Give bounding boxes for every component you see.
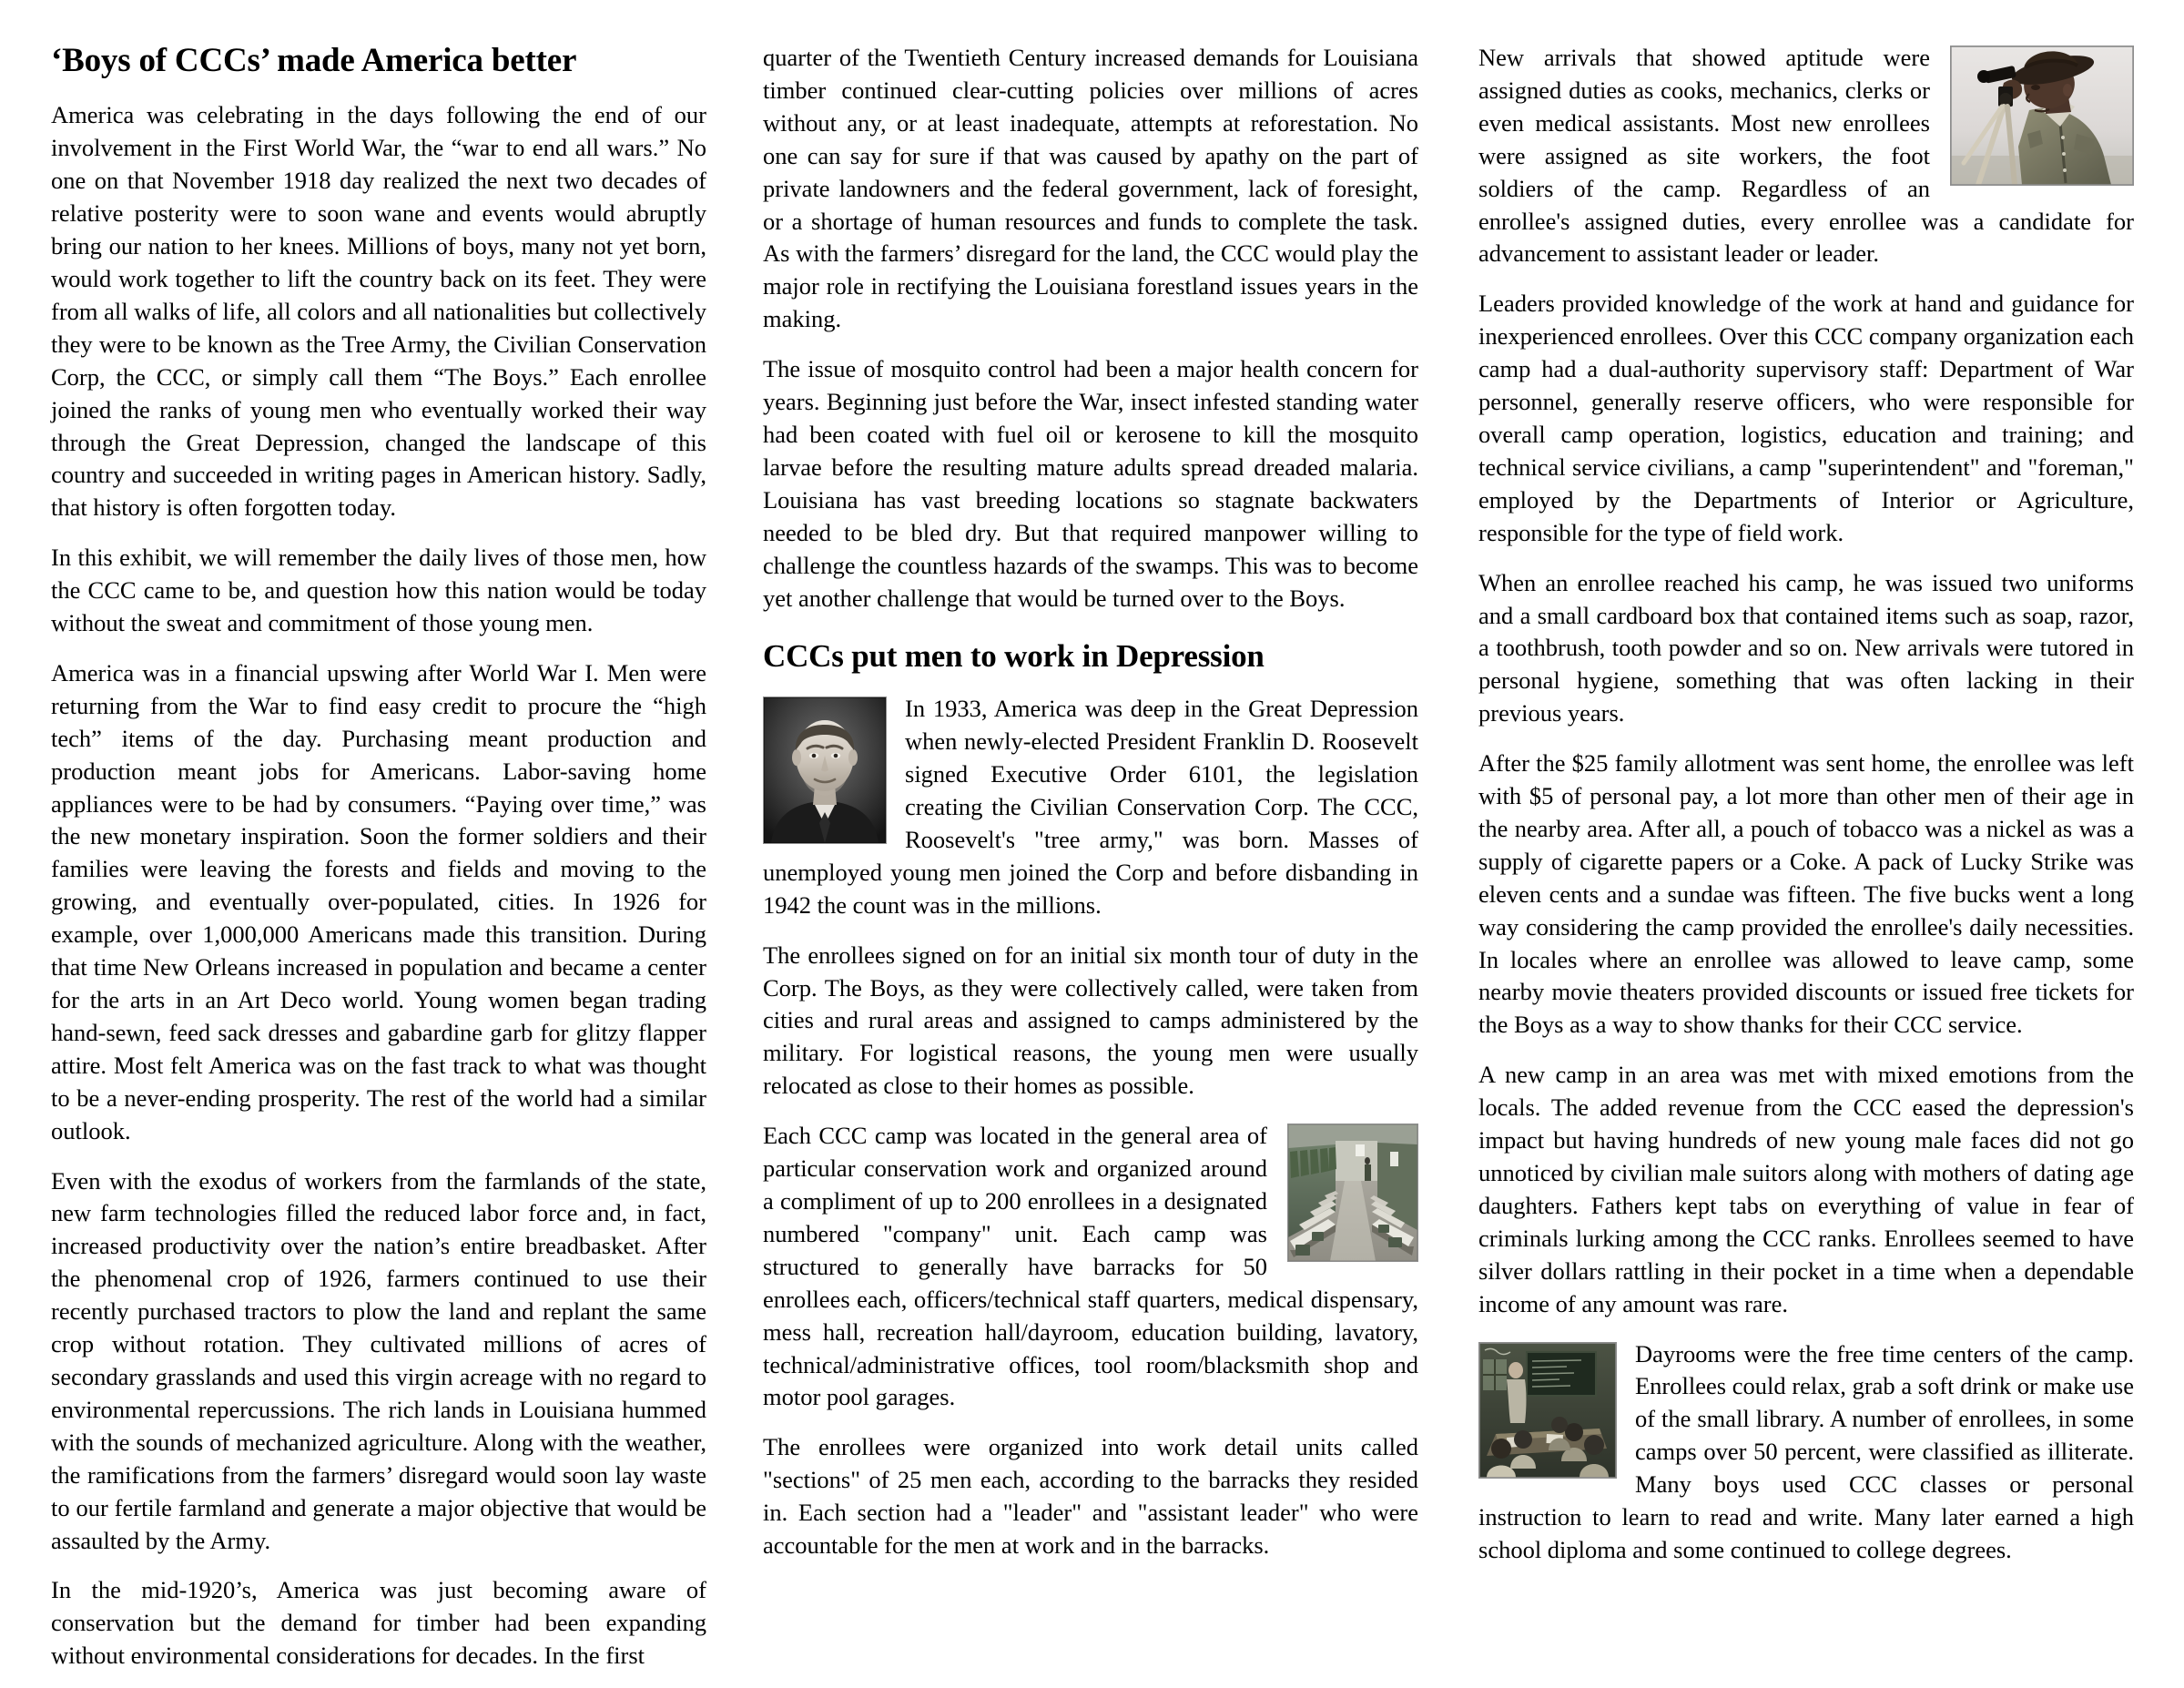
paragraph: After the $25 family allotment was sent home, the enrollee was left with $5 of personal pay, a lot more than other men of their age in the nearby area. After all, a pouch of tobacco was a nickel as was a supply of cigarette papers or a Coke. A pack of Lucky Strike was eleven cents and a sundae was fifteen. The five bucks went a long way considering the camp provided the enrollee's daily necessities. In locales where an enrollee was allowed to leave camp, some nearby movie theaters provided discounts or issued free tickets for the Boys as a way to show thanks for their CCC service. bbox=[1478, 749, 2134, 1039]
paragraph: In 1933, America was deep in the Great Depression when newly-elected President Franklin D. Roosevelt signed Executive Order 6101, the legislation creating the Civilian Conservation Corp. The CCC, Roosevelt's "tree army," was born. Masses of unemployed young men joined the Corp and before disbanding in 1942 the count was in the millions. bbox=[763, 695, 1418, 919]
paragraph: The enrollees signed on for an initial six month tour of duty in the Corp. The Boys, as they were collectively called, were taken from cities and rural areas and assigned to camps administered by the military. For logistical reasons, the young men were usually relocated as close to their homes as possible. bbox=[763, 941, 1418, 1100]
paragraph: The enrollees were organized into work detail units called "sections" of 25 men each, according to the barracks they resided in. Each section had a "leader" and "assistant leader" who were accountable for the men at work and in the barracks. bbox=[763, 1433, 1418, 1560]
paragraph: America was celebrating in the days following the end of our involvement in the First World War, the “war to end all wars.” No one on that November 1918 day realized the next two decades of relative posterity were to soon wane and events would abruptly bring our nation to her knees. Millions of boys, many not yet born, would work together to lift the country back on its feet. They were from all walks of life, all colors and all nationalities but collectively they were to be known as the Tree Army, the Civilian Conservation Corp, the CCC, or simply call them “The Boys.” Each enrollee joined the ranks of young men who eventually worked their way through the Great Depression, changed the landscape of this country and succeeded in writing pages in American history. Sadly, that history is often forgotten today. bbox=[51, 101, 706, 522]
ccc-dayroom-classroom-photo bbox=[1478, 1342, 1617, 1479]
section-heading-ccc-depression: CCCs put men to work in Depression bbox=[763, 638, 1265, 675]
paragraph: In this exhibit, we will remember the daily lives of those men, how the CCC came to be, and question how this nation would be today without the sweat and commitment of those young men. bbox=[51, 544, 706, 637]
page-title: ‘Boys of CCCs’ made America better bbox=[51, 42, 577, 79]
ccc-barracks-interior-photo bbox=[1287, 1124, 1418, 1262]
column-three bbox=[1478, 42, 2134, 1584]
ccc-enrollee-surveyor-photo bbox=[1950, 46, 2134, 186]
paragraph: Even with the exodus of workers from the farmlands of the state, new farm technologies filled the reduced labor force and, in fact, increased productivity over the nation’s entire breadbasket. After the phenomenal crop of 1926, farmers continued to use their recently purchased tractors to plow the land and replant the same crop without rotation. They cultivated millions of acres of secondary grasslands and used this virgin acreage with no regard to environmental repercussions. The rich lands in Louisiana hummed with the sounds of mechanized agriculture. Along with the weather, the ramifications from the farmers’ disregard would soon lay waste to our fertile farmland and generate a major objective that would be assaulted by the Army. bbox=[51, 1166, 706, 1554]
paragraph: The issue of mosquito control had been a major health concern for years. Beginning just before the War, insect infested standing water had been coated with fuel oil or kerosene to kill the mosquito larvae before the resulting mature adults spread dreaded malaria. Louisiana has vast breeding locations so stagnate backwaters needed to be bled dry. But that required manpower willing to challenge the countless hazards of the swamps. This was to become yet another challenge that would be turned over to the Boys. bbox=[763, 355, 1418, 612]
paragraph: Dayrooms were the free time centers of the camp. Enrollees could relax, grab a soft drink or make use of the small library. A number of enrollees, in some camps over 50 percent, were classified as illiterate. Many boys used CCC classes or personal instruction to learn to read and write. Many later earned a high school diploma and some continued to college degrees. bbox=[1478, 1339, 2134, 1563]
paragraph: New arrivals that showed aptitude were assigned duties as cooks, mechanics, clerks or even medical assistants. Most new enrollees were assigned as site workers, the foot soldiers of the camp. Regardless of an enrollee's assigned duties, every enrollee was a candidate for advancement to assistant leader or leader. bbox=[1478, 44, 2134, 268]
paragraph: America was in a financial upswing after World War I. Men were returning from the War to find easy credit to procure the “high tech” items of the day. Purchasing meant production and production meant jobs for Americans. Labor-saving home appliances were to be had by consumers. “Paying over time,” was the new monetary inspiration. Soon the former soldiers and their families were leaving the forests and fields and moving to the growing, and eventually over-populated, cities. In 1926 for example, over 1,000,000 Americans made this transition. During that time New Orleans increased in population and became a center for the arts in an Art Deco world. Young women began trading hand-sewn, feed sack dresses and gabardine garb for glitzy flapper attire. Most felt America was on the fast track to what was thought to be a never-ending prosperity. The rest of the world had a similar outlook. bbox=[51, 658, 706, 1144]
column-one bbox=[51, 42, 706, 1673]
paragraph: Each CCC camp was located in the general area of particular conservation work and organized around a compliment of up to 200 enrollees in a designated numbered "company" unit. Each camp was structured to generally have barracks for 50 enrollees each, officers/technical staff quarters, medical dispensary, mess hall, recreation hall/dayroom, education building, lavatory, technical/administrative offices, tool room/blacksmith shop and motor pool garages. bbox=[763, 1122, 1418, 1411]
paragraph: quarter of the Twentieth Century increased demands for Louisiana timber continued clear-cutting policies over millions of acres without any, or at least inadequate, attempts at reforestation. No one can say for sure if that was caused by apathy on the part of private landowners and the federal government, lack of foresight, or a shortage of human resources and funds to complete the task. As with the farmers’ disregard for the land, the CCC would play the major role in rectifying the Louisiana forestland issues years in the making. bbox=[763, 44, 1418, 333]
franklin-d-roosevelt-portrait-photo bbox=[763, 697, 887, 844]
paragraph: In the mid-1920’s, America was just becoming aware of conservation but the demand for timber had been expanding without environmental considerations for decades. In the first bbox=[51, 1576, 706, 1670]
three-column-layout bbox=[51, 42, 2137, 1670]
column-two bbox=[763, 42, 1418, 1580]
paragraph: When an enrollee reached his camp, he was issued two uniforms and a small cardboard box that contained items such as soap, razor, a toothbrush, tooth powder and so on. New arrivals were tutored in personal hygiene, something that was often lacking in their previous years. bbox=[1478, 568, 2134, 727]
paragraph: Leaders provided knowledge of the work at hand and guidance for inexperienced enrollees. Over this CCC company organization each camp had a dual-authority supervisory staff: Department of War personnel, generally reserve officers, who were responsible for overall camp operation, logistics, education and training; and technical service civilians, a camp "superintendent" and "foreman," employed by the Departments of Interior or Agriculture, responsible for the type of field work. bbox=[1478, 290, 2134, 546]
paragraph: A new camp in an area was met with mixed emotions from the locals. The added revenue from the CCC eased the depression's impact but having hundreds of new young male faces did not go unnoticed by civilian male suitors along with mothers of dating age daughters. Fathers kept tabs on everything of value in fear of criminals lurking among the CCC ranks. Enrollees seemed to have silver dollars rattling in their pocket in a time when a dependable income of any amount was rare. bbox=[1478, 1061, 2134, 1317]
